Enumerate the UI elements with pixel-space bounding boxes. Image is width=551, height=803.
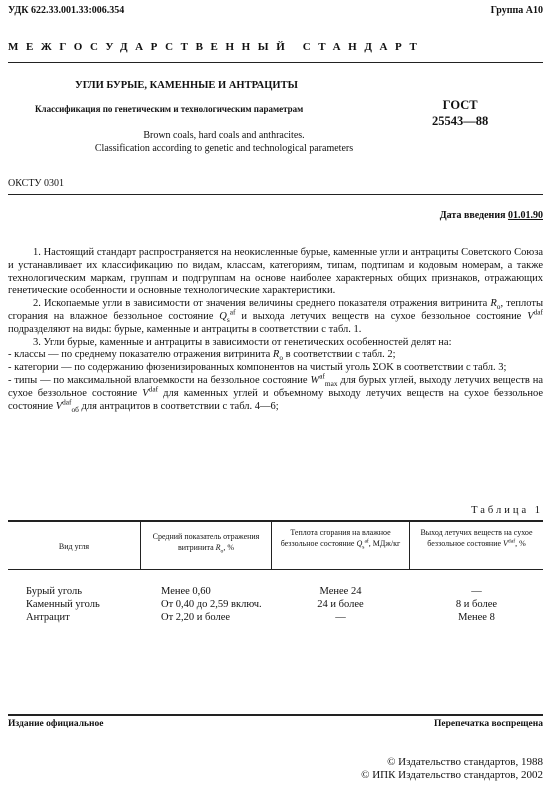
- table-label: Таблица 1: [471, 505, 543, 516]
- udk-code: УДК 622.33.001.33:006.354: [8, 5, 125, 16]
- table-header-volatile: Выход летучих веществ на сухое беззольное состояние $V^{daf}$, %: [420, 528, 533, 548]
- paragraph-3-classes: - классы — по среднему показателю отражения витринита $R_o$ в соответствии с табл. 2;: [8, 349, 396, 363]
- table-row-2-q: 24 и более: [317, 599, 364, 610]
- table-row-2-ro: От 0,40 до 2,59 включ.: [161, 599, 262, 610]
- group-code: Группа А10: [490, 5, 543, 16]
- table-header-rule: [8, 569, 543, 570]
- table-row-1-q: Менее 24: [319, 586, 362, 597]
- table-row-1-v: —: [471, 586, 482, 597]
- paragraph-3-types: - типы — по максимальной влагоемкости на беззольное состояние $W^{af}_{max}$ для бурых углей, выходу летучих веществ на сухое беззольное состояние $V^{daf}$ для каменных углей и объемному выходу летучих веществ на сухое беззольное состояние $V^{daf}_{об}$ для антрацитов в соответствии с табл. 4—6;: [8, 371, 544, 414]
- copyright-1988: © Издательство стандартов, 1988: [387, 756, 543, 768]
- table-header-heat: Теплота сгорания на влажное беззольное состояние $Q_s^{af}$, МДж/кг: [280, 528, 401, 551]
- table-top-rule: [8, 520, 543, 522]
- document-title: УГЛИ БУРЫЕ, КАМЕННЫЕ И АНТРАЦИТЫ: [75, 80, 298, 91]
- table-row-2-type: Каменный уголь: [26, 599, 100, 610]
- footer-rule: [8, 714, 543, 716]
- paragraph-1: 1. Настоящий стандарт распространяется на неокисленные бурые, каменные угли и антрациты Советского Союза и устанавливает их классификацию по видам, классам, категориям, типам, подтипам и кодовым номерам, а также технологическим маркам, группам и подгруппам на основе наиболее характерных общих признаков, отражающих генетические особенности и основные технологические характеристики.: [8, 247, 543, 297]
- table-row-3-q: —: [335, 612, 346, 623]
- okstu-rule: [8, 194, 543, 195]
- gost-number: [432, 97, 488, 129]
- gost-label: ГОСТ: [442, 98, 478, 112]
- table-row-1-type: Бурый уголь: [26, 586, 83, 597]
- intro-date-label: Дата введения: [439, 210, 506, 221]
- table-row-3-type: Антрацит: [26, 612, 70, 623]
- table-header-reflectance: Средний показатель отражения витринита $R_o$, %: [152, 532, 260, 555]
- copyright-2002: © ИПК Издательство стандартов, 2002: [361, 769, 543, 781]
- standard-banner: МЕЖГОСУДАРСТВЕННЫЙ СТАНДАРТ: [8, 41, 425, 53]
- official-edition: Издание официальное: [8, 719, 104, 729]
- table-row-3-ro: От 2,20 и более: [161, 612, 231, 623]
- english-title-line1: Brown coals, hard coals and anthracites.: [143, 130, 305, 141]
- paragraph-3: 3. Угли бурые, каменные и антрациты в зависимости от генетических особенностей делят на:: [33, 336, 452, 348]
- table-row-2-v: 8 и более: [455, 599, 498, 610]
- intro-date-value: 01.01.90: [508, 210, 543, 221]
- english-title-line2: Classification according to genetic and technological parameters: [94, 143, 354, 154]
- document-subtitle: Классификация по генетическим и технологическим параметрам: [35, 104, 304, 114]
- table-row-3-v: Менее 8: [458, 612, 495, 623]
- paragraph-2: 2. Ископаемые угли в зависимости от значения величины среднего показателя отражения витринита $R_o$, теплоты сгорания на влажное беззольное состояние $Q_s^{af}$ и выхода летучих веществ на сухое беззольное состояние $V^{daf}$ подразделяют на виды: бурые, каменные и антрациты в соответствии с табл. 1.: [8, 298, 544, 335]
- reprint-notice: Перепечатка воспрещена: [433, 719, 543, 729]
- okstu-code: ОКСТУ 0301: [8, 178, 65, 189]
- gost-code: 25543—88: [432, 114, 489, 128]
- intro-date: [440, 210, 543, 221]
- table-row-1-ro: Менее 0,60: [161, 586, 211, 597]
- paragraph-3-categories: - категории — по содержанию фюзенизированных компонентов на чистый уголь ΣOK в соответствии с табл. 3;: [8, 362, 507, 374]
- table-header-type: Вид угля: [58, 542, 90, 551]
- body-text: [8, 247, 543, 413]
- banner-rule: [8, 62, 543, 63]
